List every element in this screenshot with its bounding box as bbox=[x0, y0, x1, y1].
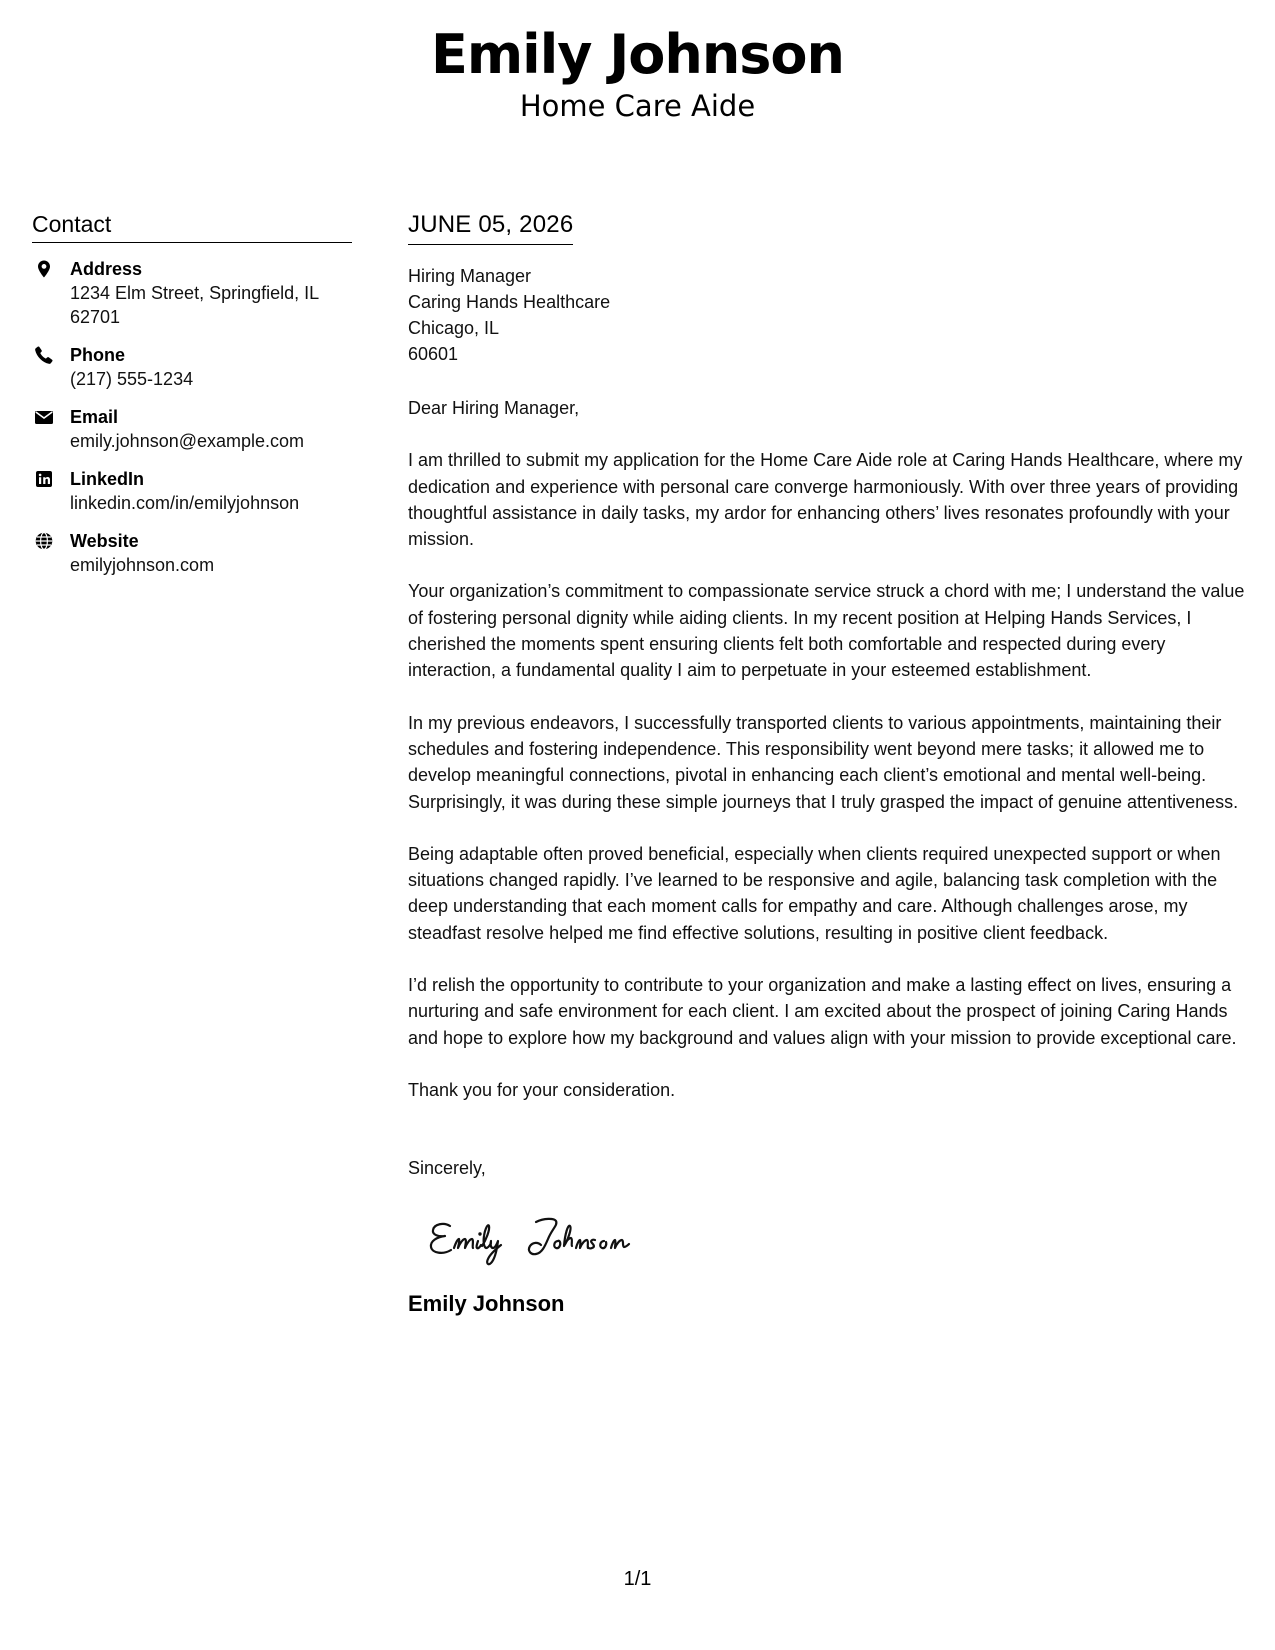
applicant-title: Home Care Aide bbox=[519, 89, 756, 123]
letter-date: JUNE 05, 2026 bbox=[408, 210, 573, 245]
salutation: Dear Hiring Manager, bbox=[408, 398, 580, 418]
contact-value-email: emily.johnson@example.com bbox=[70, 431, 305, 451]
body-paragraph: Being adaptable often proved beneficial, especially when clients required unexpected support or when situations changed rapidly. I’ve learned to be responsive and agile, balancing task completion with the deep understanding that each moment calls for empathy and care. Although challenges arose, my steadfast resolve helped me find effective solutions, resulting in positive client feedback. bbox=[408, 843, 1221, 943]
contact-sidebar bbox=[32, 210, 352, 577]
contact-label: LinkedIn bbox=[70, 469, 145, 489]
body-paragraph: I am thrilled to submit my application for the Home Care Aide role at Caring Hands Healthcare, where my dedication and experience with personal care converge harmoniously. With over three years of providing thoughtful assistance in daily tasks, my ardor for enhancing others’ lives resonates profoundly with your mission. bbox=[408, 450, 1243, 550]
contact-item-website bbox=[32, 529, 352, 577]
applicant-name: Emily Johnson bbox=[431, 23, 844, 86]
page-number: 1/1 bbox=[623, 1568, 652, 1590]
letter-header bbox=[0, 24, 1275, 124]
recipient-line: Caring Hands Healthcare bbox=[408, 292, 611, 312]
contact-label: Address bbox=[70, 259, 143, 279]
envelope-icon bbox=[34, 407, 54, 427]
thanks-line: Thank you for your consideration. bbox=[408, 1079, 676, 1100]
contact-section-title: Contact bbox=[32, 210, 352, 243]
globe-icon bbox=[34, 531, 54, 551]
contact-value-website: emilyjohnson.com bbox=[70, 555, 215, 575]
recipient-block bbox=[408, 263, 1248, 367]
contact-label: Website bbox=[70, 531, 139, 551]
map-pin-icon bbox=[34, 259, 54, 279]
linkedin-icon bbox=[34, 469, 54, 489]
contact-item-phone bbox=[32, 343, 352, 391]
phone-icon bbox=[34, 345, 54, 365]
handwritten-signature bbox=[424, 1204, 1248, 1274]
contact-item-address bbox=[32, 257, 352, 329]
contact-value-phone: (217) 555-1234 bbox=[70, 369, 194, 389]
contact-label: Phone bbox=[70, 345, 126, 365]
contact-label: Email bbox=[70, 407, 119, 427]
contact-value-address: 1234 Elm Street, Springfield, IL 62701 bbox=[70, 283, 319, 327]
body-paragraph: Your organization’s commitment to compassionate service struck a chord with me; I understand the value of fostering personal dignity while aiding clients. In my recent position at Helping Hands Services, I cherished the moments spent ensuring clients felt both comfortable and respected during every interaction, a fundamental quality I aim to perpetuate in your esteemed establishment. bbox=[408, 581, 1245, 681]
body-paragraph: I’d relish the opportunity to contribute to your organization and make a lasting effect on lives, ensuring a nurturing and safe environment for each client. I am excited about the prospect of joining Caring Hands and hope to explore how my background and values align with your mission to provide exceptional care. bbox=[408, 975, 1237, 1048]
contact-item-email bbox=[32, 405, 352, 453]
body-paragraph: In my previous endeavors, I successfully transported clients to various appointments, maintaining their schedules and fostering independence. This responsibility went beyond mere tasks; it allowed me to develop meaningful connections, pivotal in enhancing each client’s emotional and mental well-being. Surprisingly, it was during these simple journeys that I truly grasped the impact of genuine attentiveness. bbox=[408, 712, 1239, 812]
contact-item-linkedin bbox=[32, 467, 352, 515]
letter-body bbox=[408, 210, 1248, 1318]
closing-line: Sincerely, bbox=[408, 1158, 486, 1179]
recipient-line: Hiring Manager bbox=[408, 266, 532, 286]
contact-value-linkedin: linkedin.com/in/emilyjohnson bbox=[70, 493, 300, 513]
recipient-line: Chicago, IL bbox=[408, 318, 500, 338]
signer-name: Emily Johnson bbox=[408, 1290, 565, 1316]
recipient-line: 60601 bbox=[408, 344, 459, 364]
